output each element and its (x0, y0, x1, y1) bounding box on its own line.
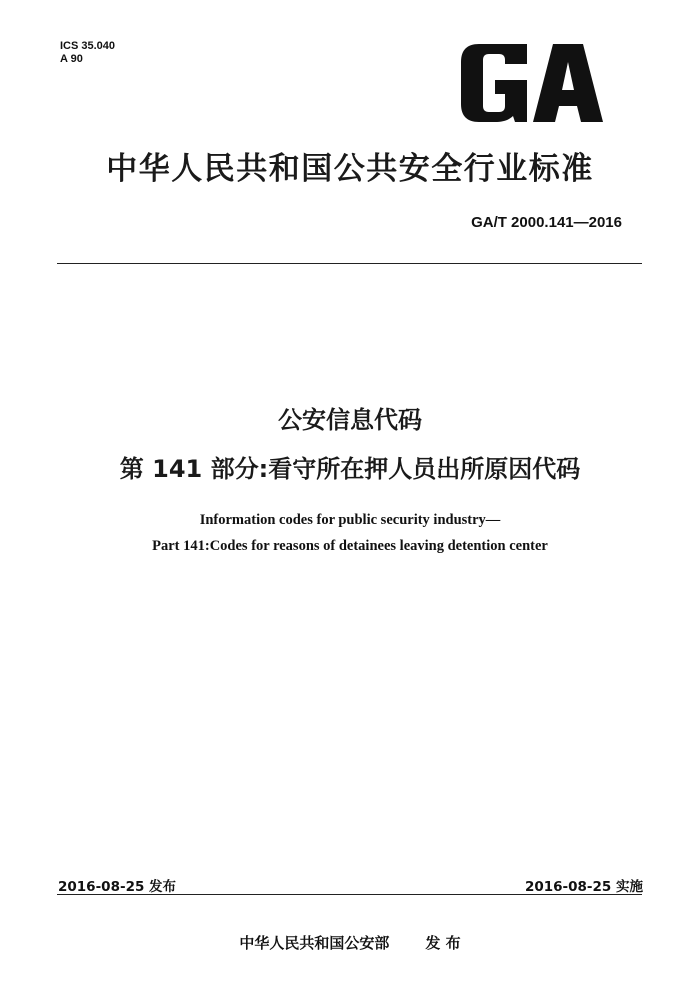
title-cn-part: 第 141 部分:看守所在押人员出所原因代码 (119, 455, 581, 483)
ga-logo (457, 38, 607, 128)
issuer-action: 发 布 (425, 934, 461, 952)
title-en-part: Part 141:Codes for reasons of detainees leaving detention center (152, 538, 548, 554)
classification-codes (60, 40, 115, 66)
standard-category-title: 中华人民共和国公共安全行业标准 (106, 151, 594, 187)
issuer-name: 中华人民共和国公安部 (239, 934, 390, 952)
ics-code: ICS 35.040 (60, 40, 116, 52)
bottom-divider (57, 894, 642, 895)
ccs-code: A 90 (60, 53, 83, 65)
standard-number: GA/T 2000.141—2016 (471, 214, 622, 231)
issuing-authority (0, 932, 700, 953)
top-divider (57, 263, 642, 264)
title-cn-main: 公安信息代码 (278, 406, 422, 434)
title-en-main: Information codes for public security industry— (199, 512, 501, 528)
issue-date: 2016-08-25 发布 (58, 879, 177, 895)
implementation-date: 2016-08-25 实施 (524, 879, 643, 895)
